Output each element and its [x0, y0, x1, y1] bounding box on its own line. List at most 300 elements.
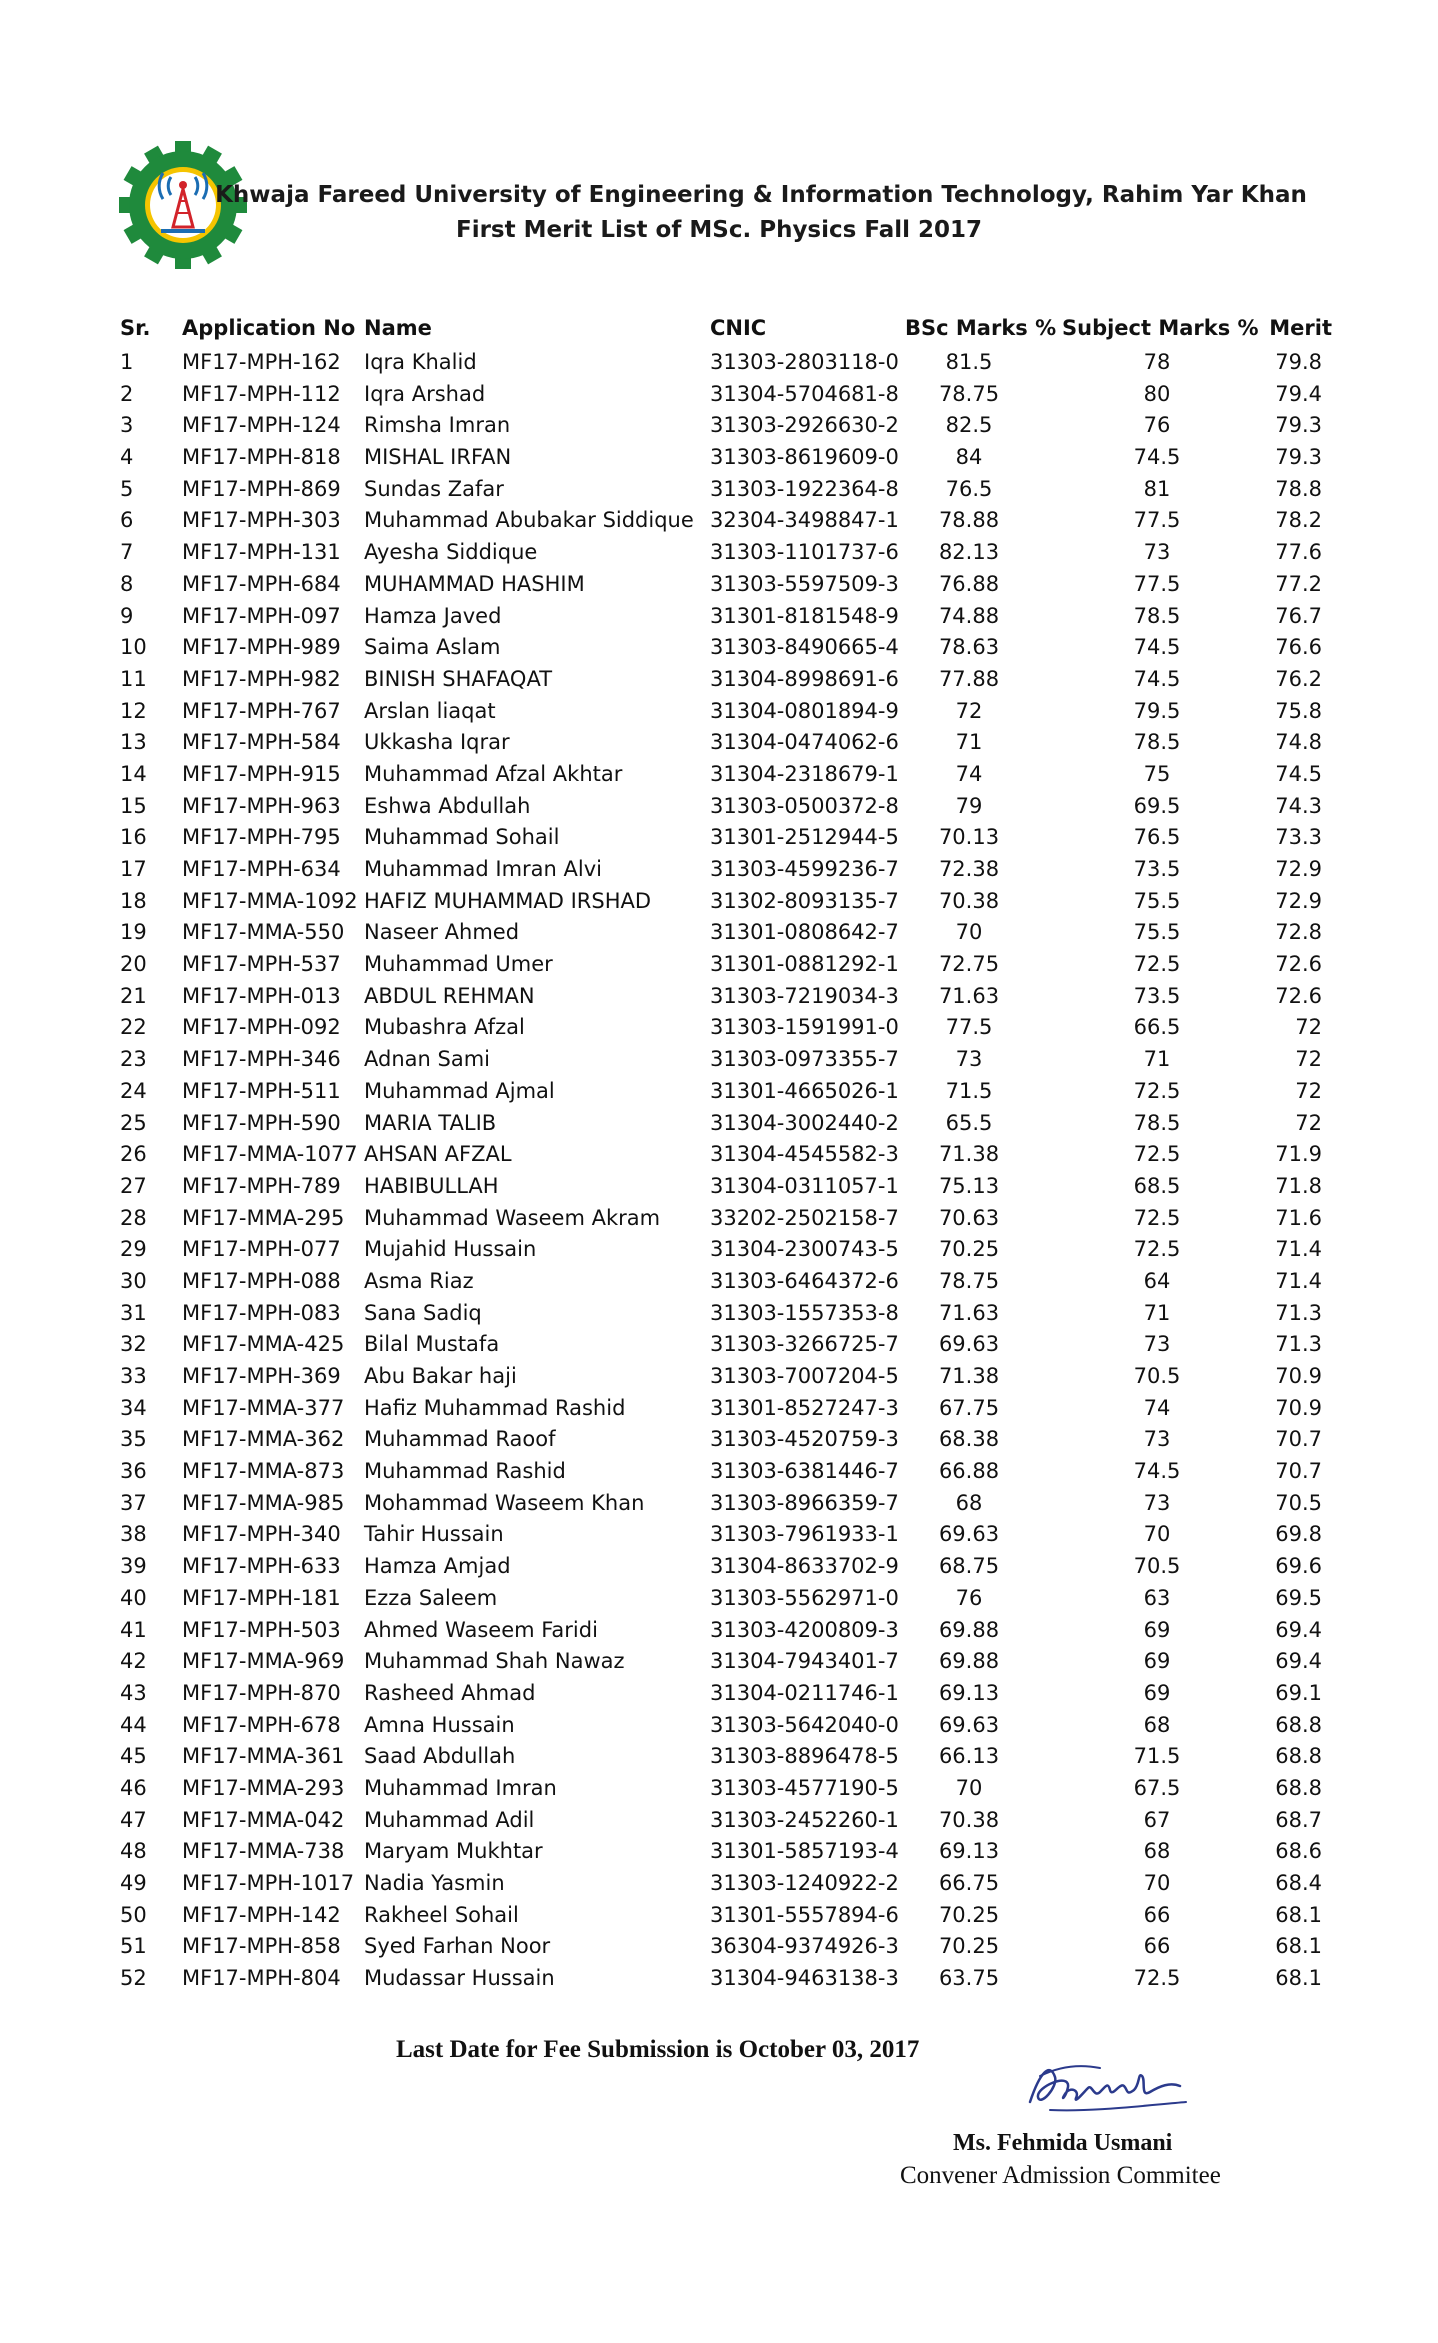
- cell-bsc-marks: 69.13: [938, 1680, 1000, 1705]
- cell-sr: 23: [120, 1047, 147, 1072]
- cell-sr: 21: [120, 983, 147, 1008]
- cell-cnic: 31303-0973355-7: [710, 1047, 899, 1072]
- table-row: [0, 790, 1438, 822]
- table-row: [0, 1043, 1438, 1075]
- merit-table: [0, 312, 1438, 1994]
- cell-merit: 69.4: [1275, 1617, 1322, 1642]
- cell-cnic: 31304-4545582-3: [710, 1142, 899, 1167]
- cell-application-no: MF17-MPH-131: [182, 540, 341, 565]
- cell-sr: 33: [120, 1364, 147, 1388]
- cell-application-no: MF17-MPH-633: [182, 1554, 341, 1579]
- table-row: [0, 1297, 1438, 1329]
- table-row: [0, 1772, 1438, 1804]
- cell-cnic: 31304-0311057-1: [710, 1173, 899, 1198]
- table-row: [0, 663, 1438, 695]
- table-row: [0, 726, 1438, 758]
- cell-bsc-marks: 66.75: [938, 1871, 1000, 1895]
- cell-merit: 69.6: [1275, 1554, 1322, 1579]
- cell-bsc-marks: 78.75: [938, 1268, 1000, 1293]
- cell-sr: 19: [120, 920, 147, 945]
- cell-merit: 68.6: [1275, 1839, 1322, 1864]
- cell-bsc-marks: 79: [955, 793, 983, 818]
- cell-name: Mohammad Waseem Khan: [364, 1490, 645, 1515]
- cell-application-no: MF17-MMA-361: [182, 1744, 345, 1769]
- cell-application-no: MF17-MPH-684: [182, 571, 341, 596]
- table-row: [0, 1487, 1438, 1519]
- cell-name: Rimsha Imran: [364, 413, 511, 438]
- table-row: [0, 600, 1438, 632]
- cell-merit: 76.7: [1275, 603, 1322, 628]
- table-row: [0, 441, 1438, 473]
- cell-cnic: 31303-1240922-2: [710, 1871, 899, 1895]
- cell-merit: 73.3: [1275, 825, 1322, 850]
- cell-cnic: 31303-0500372-8: [710, 793, 899, 818]
- cell-subject-marks: 67: [1143, 1807, 1171, 1832]
- cell-bsc-marks: 78.88: [938, 508, 1000, 533]
- cell-sr: 44: [120, 1712, 147, 1737]
- signer-title: Convener Admission Commitee: [900, 2162, 1221, 2189]
- cell-cnic: 31303-5562971-0: [710, 1585, 899, 1610]
- cell-merit: 74.8: [1275, 730, 1322, 755]
- cell-cnic: 31301-5557894-6: [710, 1902, 899, 1927]
- cell-sr: 28: [120, 1205, 147, 1230]
- column-header-sr: Sr.: [120, 316, 151, 340]
- cell-sr: 14: [120, 761, 147, 786]
- cell-name: Ezza Saleem: [364, 1585, 498, 1610]
- cell-bsc-marks: 77.88: [938, 666, 1000, 691]
- cell-name: Bilal Mustafa: [364, 1332, 500, 1357]
- cell-bsc-marks: 68: [955, 1490, 983, 1515]
- cell-subject-marks: 76: [1143, 413, 1171, 438]
- cell-application-no: MF17-MPH-503: [182, 1617, 341, 1642]
- cell-application-no: MF17-MMA-293: [182, 1775, 345, 1800]
- cell-subject-marks: 72.5: [1133, 1078, 1181, 1103]
- cell-subject-marks: 68.5: [1133, 1173, 1181, 1198]
- cell-cnic: 31302-8093135-7: [710, 888, 899, 913]
- table-row: [0, 409, 1438, 441]
- table-row: [0, 1835, 1438, 1867]
- cell-application-no: MF17-MPH-818: [182, 445, 341, 470]
- cell-sr: 7: [120, 540, 134, 565]
- cell-cnic: 31301-4665026-1: [710, 1078, 899, 1103]
- cell-name: Muhammad Sohail: [364, 825, 560, 850]
- table-row: [0, 758, 1438, 790]
- cell-name: MARIA TALIB: [364, 1110, 497, 1135]
- cell-merit: 70.5: [1275, 1490, 1322, 1515]
- cell-cnic: 36304-9374926-3: [710, 1934, 899, 1959]
- cell-cnic: 31303-1101737-6: [710, 540, 899, 565]
- cell-application-no: MF17-MPH-537: [182, 952, 341, 977]
- cell-name: MISHAL IRFAN: [364, 445, 512, 470]
- cell-subject-marks: 79.5: [1133, 698, 1181, 723]
- cell-cnic: 31303-2452260-1: [710, 1807, 899, 1832]
- cell-application-no: MF17-MPH-083: [182, 1300, 341, 1325]
- cell-subject-marks: 70: [1143, 1871, 1171, 1895]
- cell-sr: 48: [120, 1839, 147, 1864]
- column-header-merit: Merit: [1269, 316, 1332, 340]
- cell-bsc-marks: 68.38: [938, 1427, 1000, 1452]
- cell-name: Muhammad Adil: [364, 1807, 535, 1832]
- column-header-name: Name: [364, 316, 432, 340]
- cell-name: Iqra Arshad: [364, 381, 486, 406]
- cell-merit: 68.1: [1275, 1902, 1322, 1927]
- cell-sr: 30: [120, 1268, 147, 1293]
- cell-merit: 68.8: [1275, 1712, 1322, 1737]
- cell-cnic: 31303-8490665-4: [710, 635, 899, 660]
- cell-sr: 24: [120, 1078, 147, 1103]
- cell-subject-marks: 78.5: [1133, 730, 1181, 755]
- cell-subject-marks: 74.5: [1133, 635, 1181, 660]
- cell-cnic: 31303-4599236-7: [710, 857, 899, 881]
- cell-application-no: MF17-MMA-969: [182, 1649, 345, 1674]
- cell-sr: 37: [120, 1490, 147, 1515]
- cell-application-no: MF17-MPH-590: [182, 1110, 341, 1135]
- cell-merit: 71.4: [1275, 1237, 1322, 1262]
- cell-subject-marks: 72.5: [1133, 1237, 1181, 1262]
- cell-bsc-marks: 71.38: [938, 1142, 1000, 1167]
- cell-sr: 13: [120, 730, 147, 755]
- cell-application-no: MF17-MMA-425: [182, 1332, 345, 1357]
- cell-subject-marks: 70: [1143, 1522, 1171, 1547]
- cell-application-no: MF17-MMA-550: [182, 920, 345, 945]
- cell-subject-marks: 74.5: [1133, 1459, 1181, 1484]
- cell-merit: 72: [1295, 1078, 1322, 1103]
- cell-cnic: 31304-9463138-3: [710, 1966, 899, 1991]
- table-row: [0, 1550, 1438, 1582]
- cell-application-no: MF17-MPH-340: [182, 1522, 341, 1547]
- cell-merit: 72.9: [1275, 857, 1322, 881]
- cell-sr: 47: [120, 1807, 147, 1832]
- cell-sr: 42: [120, 1649, 147, 1674]
- cell-sr: 29: [120, 1237, 147, 1262]
- cell-application-no: MF17-MMA-738: [182, 1839, 345, 1864]
- cell-merit: 76.2: [1275, 666, 1322, 691]
- cell-subject-marks: 78.5: [1133, 1110, 1181, 1135]
- table-row: [0, 1867, 1438, 1899]
- cell-subject-marks: 75.5: [1133, 888, 1181, 913]
- table-row: [0, 473, 1438, 505]
- cell-application-no: MF17-MPH-678: [182, 1712, 341, 1737]
- cell-cnic: 31303-6381446-7: [710, 1459, 899, 1484]
- cell-cnic: 31303-5597509-3: [710, 571, 899, 596]
- university-name: Khwaja Fareed University of Engineering & Information Technology, Rahim Yar Khan: [215, 182, 1307, 208]
- cell-name: Muhammad Shah Nawaz: [364, 1649, 625, 1674]
- cell-application-no: MF17-MPH-181: [182, 1585, 341, 1610]
- cell-name: Adnan Sami: [364, 1047, 490, 1072]
- cell-merit: 72.9: [1275, 888, 1322, 913]
- cell-name: Ayesha Siddique: [364, 540, 538, 565]
- signer-name: Ms. Fehmida Usmani: [953, 2130, 1173, 2156]
- cell-bsc-marks: 69.13: [938, 1839, 1000, 1864]
- cell-application-no: MF17-MPH-013: [182, 983, 341, 1008]
- cell-name: Arslan liaqat: [364, 698, 496, 723]
- cell-merit: 68.8: [1275, 1744, 1322, 1769]
- cell-bsc-marks: 82.13: [938, 540, 1000, 565]
- cell-cnic: 33202-2502158-7: [710, 1205, 899, 1230]
- cell-sr: 5: [120, 476, 134, 501]
- cell-sr: 27: [120, 1173, 147, 1198]
- cell-cnic: 31304-2318679-1: [710, 761, 899, 786]
- cell-merit: 72.8: [1275, 920, 1322, 945]
- cell-merit: 72: [1295, 1015, 1322, 1040]
- cell-name: Muhammad Waseem Akram: [364, 1205, 661, 1230]
- cell-application-no: MF17-MPH-915: [182, 761, 341, 786]
- cell-bsc-marks: 70.25: [938, 1934, 1000, 1959]
- cell-application-no: MF17-MMA-985: [182, 1490, 345, 1515]
- cell-sr: 39: [120, 1554, 147, 1579]
- cell-cnic: 31301-0808642-7: [710, 920, 899, 945]
- cell-cnic: 31303-5642040-0: [710, 1712, 899, 1737]
- cell-bsc-marks: 81.5: [945, 350, 993, 374]
- merit-list-title: First Merit List of MSc. Physics Fall 2017: [455, 217, 983, 243]
- cell-name: BINISH SHAFAQAT: [364, 666, 553, 691]
- cell-sr: 8: [120, 571, 134, 596]
- table-row: [0, 1170, 1438, 1202]
- cell-bsc-marks: 70.25: [938, 1902, 1000, 1927]
- cell-bsc-marks: 74: [955, 761, 983, 786]
- table-row: [0, 631, 1438, 663]
- table-row: [0, 1677, 1438, 1709]
- cell-merit: 68.7: [1275, 1807, 1322, 1832]
- cell-merit: 69.5: [1275, 1585, 1322, 1610]
- table-row: [0, 1265, 1438, 1297]
- table-row: [0, 916, 1438, 948]
- cell-subject-marks: 67.5: [1133, 1775, 1181, 1800]
- cell-sr: 18: [120, 888, 147, 913]
- cell-name: Mujahid Hussain: [364, 1237, 537, 1262]
- cell-cnic: 31303-4577190-5: [710, 1775, 899, 1800]
- cell-merit: 71.9: [1275, 1142, 1322, 1167]
- cell-subject-marks: 66.5: [1133, 1015, 1181, 1040]
- cell-cnic: 31303-7007204-5: [710, 1364, 899, 1388]
- cell-sr: 34: [120, 1395, 147, 1420]
- cell-name: Sana Sadiq: [364, 1300, 482, 1325]
- table-row: [0, 1962, 1438, 1994]
- cell-sr: 40: [120, 1585, 147, 1610]
- table-row: [0, 1423, 1438, 1455]
- cell-subject-marks: 80: [1143, 381, 1171, 406]
- cell-bsc-marks: 68.75: [938, 1554, 1000, 1579]
- table-row: [0, 1202, 1438, 1234]
- table-row: [0, 1709, 1438, 1741]
- table-row: [0, 1138, 1438, 1170]
- cell-bsc-marks: 84: [955, 445, 983, 470]
- cell-sr: 45: [120, 1744, 147, 1769]
- cell-merit: 79.3: [1275, 413, 1322, 438]
- cell-application-no: MF17-MPH-097: [182, 603, 341, 628]
- cell-name: Iqra Khalid: [364, 350, 477, 374]
- cell-subject-marks: 72.5: [1133, 1205, 1181, 1230]
- cell-sr: 26: [120, 1142, 147, 1167]
- cell-subject-marks: 68: [1143, 1712, 1171, 1737]
- table-row: [0, 1075, 1438, 1107]
- cell-application-no: MF17-MPH-634: [182, 857, 341, 881]
- cell-merit: 72: [1295, 1110, 1322, 1135]
- cell-name: Eshwa Abdullah: [364, 793, 531, 818]
- table-header-row: [0, 312, 1438, 346]
- cell-name: Mudassar Hussain: [364, 1966, 555, 1991]
- cell-cnic: 31303-3266725-7: [710, 1332, 899, 1357]
- cell-sr: 52: [120, 1966, 147, 1991]
- cell-merit: 78.2: [1275, 508, 1322, 533]
- cell-sr: 46: [120, 1775, 147, 1800]
- cell-subject-marks: 74.5: [1133, 666, 1181, 691]
- cell-cnic: 31301-2512944-5: [710, 825, 899, 850]
- cell-application-no: MF17-MMA-873: [182, 1459, 345, 1484]
- cell-sr: 22: [120, 1015, 147, 1040]
- cell-bsc-marks: 76: [955, 1585, 983, 1610]
- cell-cnic: 31304-7943401-7: [710, 1649, 899, 1674]
- cell-application-no: MF17-MMA-1092: [182, 888, 358, 913]
- cell-cnic: 31303-8966359-7: [710, 1490, 899, 1515]
- cell-bsc-marks: 76.88: [938, 571, 1000, 596]
- cell-bsc-marks: 71.63: [938, 983, 1000, 1008]
- cell-name: Nadia Yasmin: [364, 1871, 505, 1895]
- cell-sr: 20: [120, 952, 147, 977]
- cell-name: Amna Hussain: [364, 1712, 515, 1737]
- cell-bsc-marks: 70: [955, 920, 983, 945]
- cell-name: HABIBULLAH: [364, 1173, 499, 1198]
- cell-sr: 1: [120, 350, 134, 374]
- cell-cnic: 31303-2803118-0: [710, 350, 899, 374]
- cell-merit: 68.8: [1275, 1775, 1322, 1800]
- cell-name: Saima Aslam: [364, 635, 501, 660]
- cell-name: ABDUL REHMAN: [364, 983, 535, 1008]
- cell-name: Muhammad Umer: [364, 952, 553, 977]
- cell-application-no: MF17-MPH-858: [182, 1934, 341, 1959]
- cell-cnic: 31304-3002440-2: [710, 1110, 899, 1135]
- cell-sr: 25: [120, 1110, 147, 1135]
- cell-subject-marks: 72.5: [1133, 1966, 1181, 1991]
- cell-application-no: MF17-MPH-795: [182, 825, 341, 850]
- cell-merit: 78.8: [1275, 476, 1322, 501]
- cell-bsc-marks: 75.13: [938, 1173, 1000, 1198]
- cell-bsc-marks: 70.25: [938, 1237, 1000, 1262]
- cell-subject-marks: 81: [1143, 476, 1171, 501]
- cell-merit: 76.6: [1275, 635, 1322, 660]
- table-row: [0, 536, 1438, 568]
- table-row: [0, 1899, 1438, 1931]
- cell-bsc-marks: 69.63: [938, 1712, 1000, 1737]
- cell-name: Asma Riaz: [364, 1268, 474, 1293]
- cell-merit: 75.8: [1275, 698, 1322, 723]
- cell-bsc-marks: 78.75: [938, 381, 1000, 406]
- cell-merit: 70.7: [1275, 1427, 1322, 1452]
- table-row: [0, 821, 1438, 853]
- table-row: [0, 1360, 1438, 1392]
- cell-bsc-marks: 69.63: [938, 1332, 1000, 1357]
- table-row: [0, 1392, 1438, 1424]
- cell-name: AHSAN AFZAL: [364, 1142, 512, 1167]
- cell-application-no: MF17-MPH-584: [182, 730, 341, 755]
- cell-cnic: 31301-8527247-3: [710, 1395, 899, 1420]
- cell-subject-marks: 72.5: [1133, 1142, 1181, 1167]
- cell-cnic: 31301-5857193-4: [710, 1839, 899, 1864]
- cell-name: Naseer Ahmed: [364, 920, 520, 945]
- cell-subject-marks: 76.5: [1133, 825, 1181, 850]
- cell-sr: 17: [120, 857, 147, 881]
- cell-subject-marks: 73: [1143, 1332, 1171, 1357]
- column-header-subject-marks: Subject Marks %: [1062, 316, 1259, 340]
- cell-subject-marks: 63: [1143, 1585, 1171, 1610]
- cell-application-no: MF17-MPH-1017: [182, 1871, 355, 1895]
- cell-bsc-marks: 74.88: [938, 603, 1000, 628]
- cell-application-no: MF17-MPH-346: [182, 1047, 341, 1072]
- cell-merit: 68.1: [1275, 1934, 1322, 1959]
- cell-name: Rakheel Sohail: [364, 1902, 519, 1927]
- cell-sr: 3: [120, 413, 134, 438]
- cell-application-no: MF17-MPH-077: [182, 1237, 341, 1262]
- table-row: [0, 853, 1438, 885]
- cell-merit: 70.7: [1275, 1459, 1322, 1484]
- cell-name: HAFIZ MUHAMMAD IRSHAD: [364, 888, 652, 913]
- cell-cnic: 31301-0881292-1: [710, 952, 899, 977]
- cell-sr: 49: [120, 1871, 147, 1895]
- table-row: [0, 948, 1438, 980]
- cell-application-no: MF17-MPH-869: [182, 476, 341, 501]
- cell-bsc-marks: 66.13: [938, 1744, 1000, 1769]
- cell-merit: 69.8: [1275, 1522, 1322, 1547]
- cell-name: Ukkasha Iqrar: [364, 730, 510, 755]
- cell-name: Mubashra Afzal: [364, 1015, 525, 1040]
- cell-application-no: MF17-MPH-804: [182, 1966, 341, 1991]
- cell-merit: 77.6: [1275, 540, 1322, 565]
- cell-subject-marks: 70.5: [1133, 1364, 1181, 1388]
- cell-name: Muhammad Raoof: [364, 1427, 556, 1452]
- cell-merit: 71.4: [1275, 1268, 1322, 1293]
- table-row: [0, 1740, 1438, 1772]
- cell-sr: 11: [120, 666, 147, 691]
- cell-merit: 71.3: [1275, 1332, 1322, 1357]
- cell-name: Maryam Mukhtar: [364, 1839, 543, 1864]
- cell-bsc-marks: 78.63: [938, 635, 1000, 660]
- cell-name: Hamza Amjad: [364, 1554, 511, 1579]
- cell-bsc-marks: 82.5: [945, 413, 993, 438]
- cell-subject-marks: 73: [1143, 1490, 1171, 1515]
- cell-name: Muhammad Ajmal: [364, 1078, 555, 1103]
- cell-subject-marks: 73.5: [1133, 857, 1181, 881]
- cell-merit: 69.1: [1275, 1680, 1322, 1705]
- cell-application-no: MF17-MPH-112: [182, 381, 341, 406]
- cell-bsc-marks: 69.63: [938, 1522, 1000, 1547]
- cell-application-no: MF17-MPH-162: [182, 350, 341, 374]
- cell-bsc-marks: 71.5: [945, 1078, 993, 1103]
- cell-cnic: 31304-8633702-9: [710, 1554, 899, 1579]
- cell-merit: 72.6: [1275, 983, 1322, 1008]
- cell-bsc-marks: 71.38: [938, 1364, 1000, 1388]
- cell-subject-marks: 68: [1143, 1839, 1171, 1864]
- cell-bsc-marks: 67.75: [938, 1395, 1000, 1420]
- cell-subject-marks: 64: [1143, 1268, 1171, 1293]
- handwritten-signature: [1010, 2052, 1200, 2122]
- table-row: [0, 1614, 1438, 1646]
- cell-bsc-marks: 72: [955, 698, 983, 723]
- cell-subject-marks: 74.5: [1133, 445, 1181, 470]
- cell-merit: 70.9: [1275, 1364, 1322, 1388]
- cell-sr: 41: [120, 1617, 147, 1642]
- cell-sr: 36: [120, 1459, 147, 1484]
- cell-bsc-marks: 69.88: [938, 1649, 1000, 1674]
- cell-bsc-marks: 70.13: [938, 825, 1000, 850]
- cell-merit: 79.3: [1275, 445, 1322, 470]
- cell-sr: 2: [120, 381, 134, 406]
- cell-merit: 71.3: [1275, 1300, 1322, 1325]
- cell-bsc-marks: 70: [955, 1775, 983, 1800]
- table-row: [0, 980, 1438, 1012]
- cell-subject-marks: 66: [1143, 1902, 1171, 1927]
- cell-sr: 10: [120, 635, 147, 660]
- cell-sr: 43: [120, 1680, 147, 1705]
